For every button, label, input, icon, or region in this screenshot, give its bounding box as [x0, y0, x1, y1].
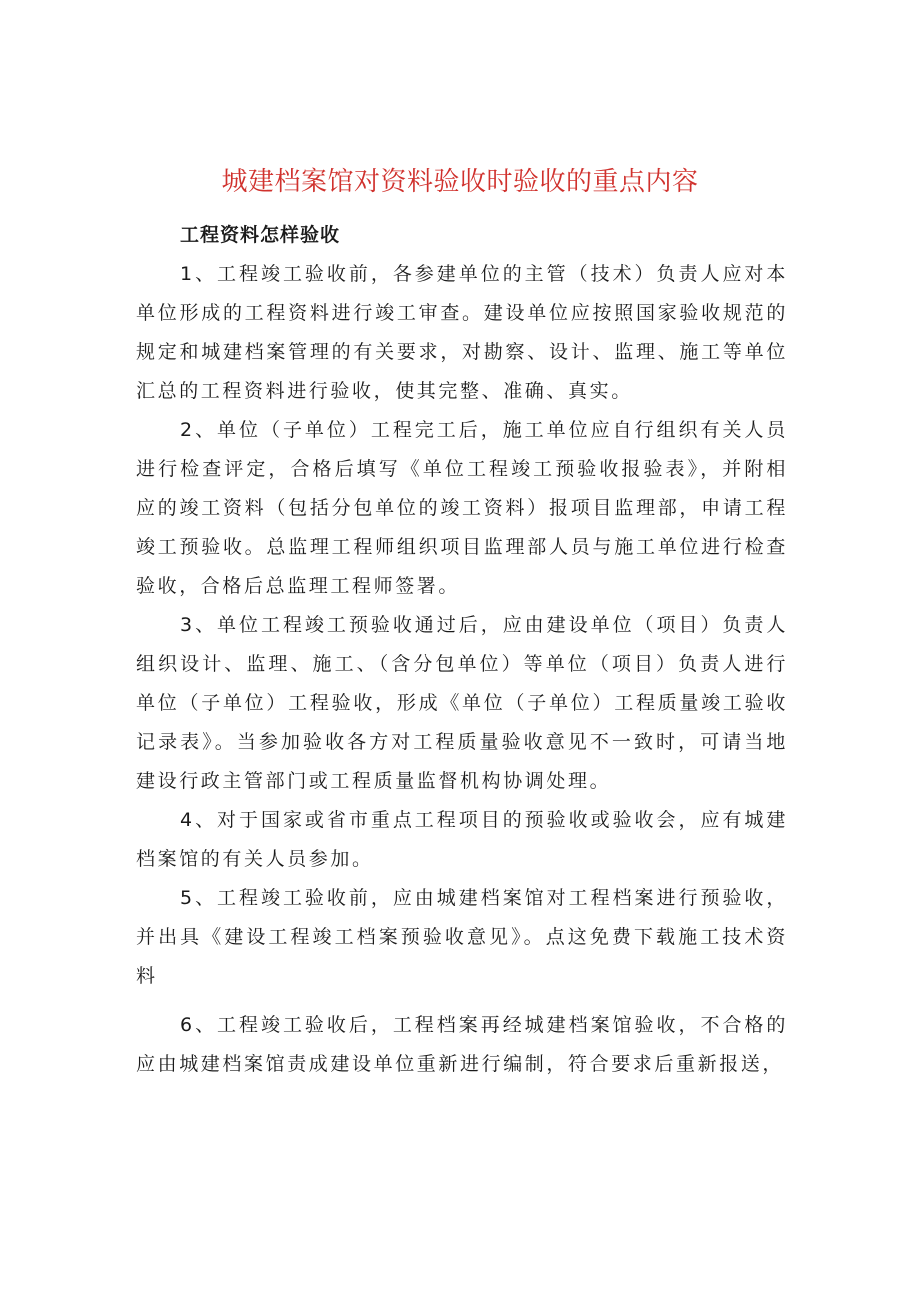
paragraph-3: 3、单位工程竣工预验收通过后，应由建设单位（项目）负责人组织设计、监理、施工、（含分包单位）等单位（项目）负责人进行单位（子单位）工程验收，形成《单位（子单位）工程质量竣工验收记录表》。当参加验收各方对工程质量验收意见不一致时，可请当地建设行政主管部门或工程质量监督机构协调处理。 — [136, 614, 788, 792]
paragraph-6: 6、工程竣工验收后，工程档案再经城建档案馆验收，不合格的应由城建档案馆责成建设单位重新进行编制，符合要求后重新报送， — [136, 1014, 788, 1075]
paragraph-2: 2、单位（子单位）工程完工后，施工单位应自行组织有关人员进行检查评定，合格后填写《单位工程竣工预验收报验表》，并附相应的竣工资料（包括分包单位的竣工资料）报项目监理部，申请工程竣工预验收。总监理工程师组织项目监理部人员与施工单位进行检查验收，合格后总监理工程师签署。 — [136, 419, 788, 597]
paragraph-5: 5、工程竣工验收前，应由城建档案馆对工程档案进行预验收，并出具《建设工程竣工档案预验收意见》。点这免费下载施工技术资料 — [136, 887, 788, 987]
section-subheading: 工程资料怎样验收 — [180, 224, 341, 246]
paragraph-1: 1、工程竣工验收前，各参建单位的主管（技术）负责人应对本单位形成的工程资料进行竣工审查。建设单位应按照国家验收规范的规定和城建档案管理的有关要求，对勘察、设计、监理、施工等单位汇总的工程资料进行验收，使其完整、准确、真实。 — [136, 263, 788, 402]
paragraph-4: 4、对于国家或省市重点工程项目的预验收或验收会，应有城建档案馆的有关人员参加。 — [136, 809, 788, 870]
document-title: 城建档案馆对资料验收时验收的重点内容 — [221, 167, 699, 197]
document-body — [136, 216, 788, 1084]
